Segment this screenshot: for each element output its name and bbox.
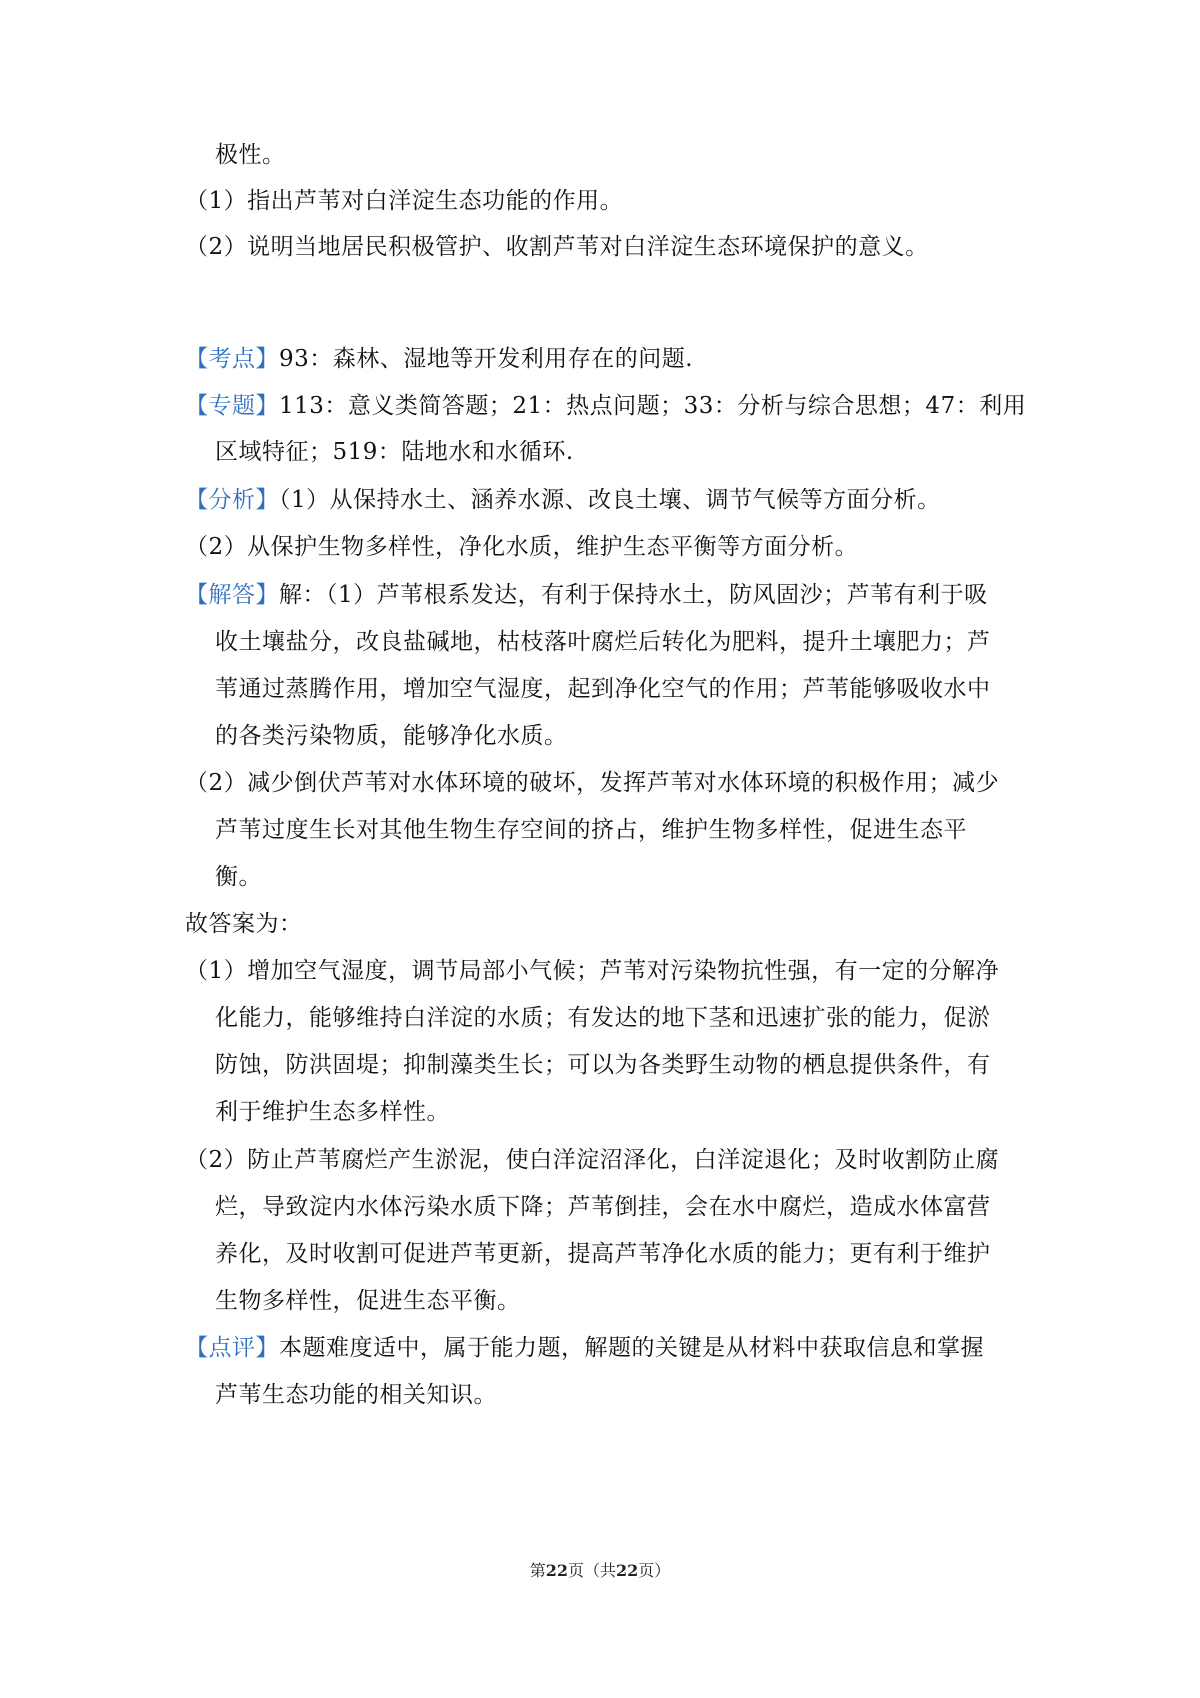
footer-middle: 页（共: [567, 1561, 616, 1580]
kaodian-tag: 【考点】: [185, 346, 279, 372]
answer-1-line4: 利于维护生态多样性。: [215, 1099, 450, 1125]
fenxi-tag: 【分析】: [185, 487, 279, 513]
question-continuation: 极性。: [215, 142, 286, 168]
jieda-tag: 【解答】: [185, 582, 279, 608]
jieda-text-line1: 解：（1）芦苇根系发达，有利于保持水土，防风固沙；芦苇有利于吸: [279, 582, 988, 608]
answer-intro: 故答案为：: [185, 911, 303, 937]
zhuanti-text-line2: 区域特征；519：陆地水和水循环.: [215, 439, 574, 465]
answer-2-line1: （2）防止芦苇腐烂产生淤泥，使白洋淀沼泽化，白洋淀退化；及时收割防止腐: [185, 1147, 1000, 1173]
dianping-tag: 【点评】: [185, 1335, 279, 1361]
fenxi-section: [185, 485, 941, 515]
question-1: （1）指出芦苇对白洋淀生态功能的作用。: [185, 188, 624, 214]
answer-2-line4: 生物多样性，促进生态平衡。: [215, 1288, 521, 1314]
jieda-text-line6: 芦苇过度生长对其他生物生存空间的挤占，维护生物多样性，促进生态平: [215, 817, 967, 843]
kaodian-section: [185, 344, 693, 374]
zhuanti-tag: 【专题】: [185, 393, 279, 419]
dianping-section: [185, 1333, 984, 1363]
footer-page-number: 22: [545, 1561, 568, 1580]
jieda-text-line4: 的各类污染物质，能够净化水质。: [215, 723, 568, 749]
jieda-text-line3: 苇通过蒸腾作用，增加空气湿度，起到净化空气的作用；芦苇能够吸收水中: [215, 676, 991, 702]
footer-suffix: 页）: [638, 1561, 671, 1580]
answer-2-line2: 烂，导致淀内水体污染水质下降；芦苇倒挂，会在水中腐烂，造成水体富营: [215, 1194, 991, 1220]
footer-prefix: 第: [529, 1561, 546, 1580]
answer-2-line3: 养化，及时收割可促进芦苇更新，提高芦苇净化水质的能力；更有利于维护: [215, 1241, 991, 1267]
jieda-text-line7: 衡。: [215, 864, 262, 890]
fenxi-text-line2: （2）从保护生物多样性，净化水质，维护生态平衡等方面分析。: [185, 534, 859, 560]
answer-1-line1: （1）增加空气湿度，调节局部小气候；芦苇对污染物抗性强，有一定的分解净: [185, 958, 1000, 984]
dianping-text-line2: 芦苇生态功能的相关知识。: [215, 1382, 497, 1408]
footer-total-pages: 22: [616, 1561, 639, 1580]
answer-1-line2: 化能力，能够维持白洋淀的水质；有发达的地下茎和迅速扩张的能力，促淤: [215, 1005, 991, 1031]
answer-1-line3: 防蚀，防洪固堤；抑制藻类生长；可以为各类野生动物的栖息提供条件，有: [215, 1052, 991, 1078]
page-footer: [0, 1560, 1200, 1582]
kaodian-text: 93：森林、湿地等开发利用存在的问题.: [279, 346, 694, 372]
jieda-text-line5: （2）减少倒伏芦苇对水体环境的破坏，发挥芦苇对水体环境的积极作用；减少: [185, 770, 1000, 796]
jieda-section: [185, 580, 988, 610]
zhuanti-text-line1: 113：意义类简答题；21：热点问题；33：分析与综合思想；47：利用: [279, 393, 1027, 419]
question-2: （2）说明当地居民积极管护、收割芦苇对白洋淀生态环境保护的意义。: [185, 234, 929, 260]
dianping-text-line1: 本题难度适中，属于能力题，解题的关键是从材料中获取信息和掌握: [279, 1335, 984, 1361]
jieda-text-line2: 收土壤盐分，改良盐碱地，枯枝落叶腐烂后转化为肥料，提升土壤肥力；芦: [215, 629, 991, 655]
fenxi-text-line1: （1）从保持水土、涵养水源、改良土壤、调节气候等方面分析。: [279, 487, 941, 513]
zhuanti-section: [185, 391, 1026, 421]
